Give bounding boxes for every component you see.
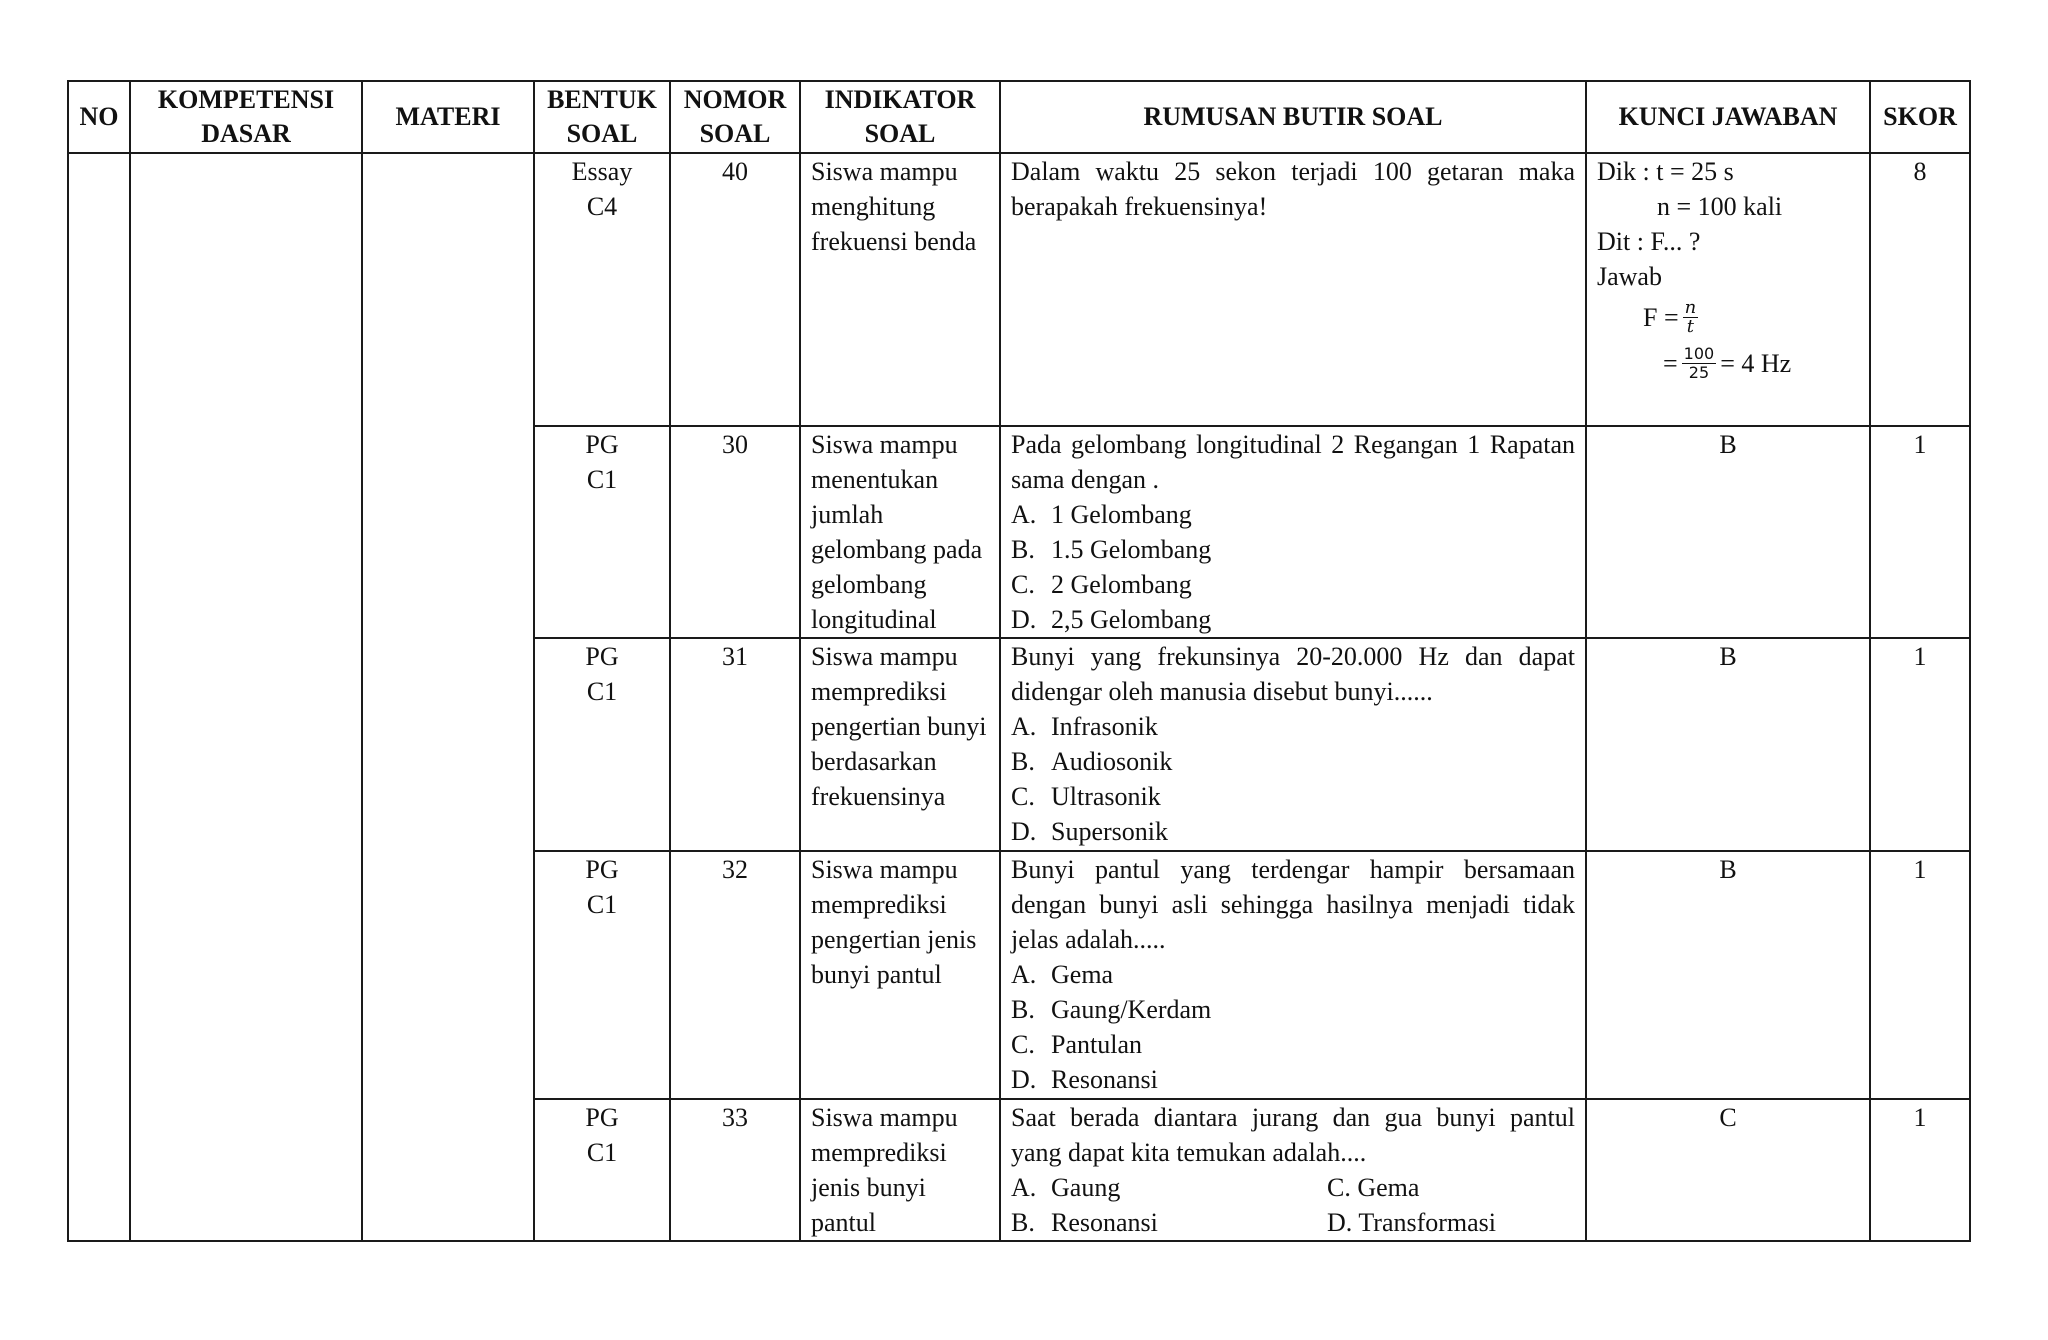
indikator-cell: Siswa mampu memprediksi pengertian bunyi berdasarkan frekuensinya (800, 638, 1000, 851)
formula-f-label: F = (1643, 302, 1679, 332)
question-text: Bunyi yang frekunsinya 20-20.000 Hz dan dapat didengar oleh manusia disebut bunyi...... (1011, 642, 1575, 706)
bentuk-soal-cell (534, 153, 670, 426)
option-b (1011, 744, 1575, 779)
option-letter: B. (1011, 535, 1035, 564)
header-materi: MATERI (362, 81, 534, 153)
option-letter: A. (1011, 500, 1037, 529)
bentuk-level: C1 (586, 677, 618, 706)
formula-eq-label: = (1663, 348, 1678, 378)
fraction-numerator: 100 (1683, 343, 1715, 363)
indikator-cell: Siswa mampu memprediksi jenis bunyi pantul (800, 1099, 1000, 1241)
option-a (1011, 709, 1575, 744)
fraction-denominator: 25 (1688, 362, 1710, 382)
skor-cell: 1 (1870, 1099, 1970, 1241)
skor-cell: 1 (1870, 426, 1970, 638)
options-row-2 (1011, 1205, 1575, 1240)
nomor-soal-cell: 31 (670, 638, 800, 851)
formula-result: = 4 Hz (1720, 348, 1792, 378)
option-text: Gaung/Kerdam (1051, 995, 1212, 1024)
indikator-cell: Siswa mampu memprediksi pengertian jenis bunyi pantul (800, 851, 1000, 1099)
fraction-numerator: n (1684, 296, 1697, 318)
option-text: Transformasi (1358, 1208, 1497, 1237)
option-text: 2 Gelombang (1051, 570, 1192, 599)
header-no: NO (68, 81, 130, 153)
answer-key-cell: B (1586, 851, 1870, 1099)
option-letter: B. (1011, 995, 1035, 1024)
option-c (1011, 567, 1575, 602)
bentuk-type: PG (585, 1103, 619, 1132)
option-d (1011, 814, 1575, 849)
key-asked: Dit : F... ? (1597, 227, 1701, 256)
formula-line-2 (1597, 340, 1859, 386)
option-b (1011, 992, 1575, 1027)
answer-key-cell (1586, 153, 1870, 426)
option-letter: D. (1327, 1208, 1353, 1237)
nomor-soal-cell: 30 (670, 426, 800, 638)
question-cell (1000, 1099, 1586, 1241)
question-text: Dalam waktu 25 sekon terjadi 100 getaran maka berapakah frekuensinya! (1011, 157, 1575, 221)
bentuk-type: PG (585, 642, 619, 671)
bentuk-level: C1 (586, 890, 618, 919)
question-cell (1000, 638, 1586, 851)
question-grid-table (67, 80, 1971, 1242)
nomor-soal-cell: 33 (670, 1099, 800, 1241)
option-letter: D. (1011, 817, 1037, 846)
bentuk-type: PG (585, 430, 619, 459)
formula-fraction-100-over-25 (1682, 345, 1717, 382)
option-b (1011, 532, 1575, 567)
option-text: 2,5 Gelombang (1051, 605, 1212, 634)
option-letter: B. (1011, 747, 1035, 776)
option-letter: C. (1011, 782, 1035, 811)
option-text: Gaung (1051, 1173, 1121, 1202)
option-text: Pantulan (1051, 1030, 1142, 1059)
indikator-cell: Siswa mampu menentukan jumlah gelombang pada gelombang longitudinal (800, 426, 1000, 638)
key-answer-label: Jawab (1597, 262, 1662, 291)
question-text: Pada gelombang longitudinal 2 Regangan 1 Rapatan sama dengan . (1011, 430, 1575, 494)
fraction-denominator: t (1686, 315, 1695, 337)
question-text: Bunyi pantul yang terdengar hampir bersamaan dengan bunyi asli sehingga hasilnya menjadi tidak jelas adalah..... (1011, 855, 1575, 954)
bentuk-level: C1 (586, 1138, 618, 1167)
bentuk-level: C1 (586, 465, 618, 494)
header-bentuk-soal: BENTUK SOAL (534, 81, 670, 153)
bentuk-type: PG (585, 855, 619, 884)
option-text: Gema (1051, 960, 1114, 989)
skor-cell: 1 (1870, 851, 1970, 1099)
option-c (1011, 779, 1575, 814)
nomor-soal-cell: 32 (670, 851, 800, 1099)
option-a (1011, 497, 1575, 532)
option-text: Audiosonik (1051, 747, 1173, 776)
option-d (1327, 1205, 1496, 1240)
formula-fraction-n-over-t (1683, 296, 1699, 337)
skor-cell: 8 (1870, 153, 1970, 426)
option-a (1011, 957, 1575, 992)
option-b (1011, 1205, 1327, 1240)
option-c (1011, 1027, 1575, 1062)
option-text: 1.5 Gelombang (1051, 535, 1212, 564)
option-text: Ultrasonik (1051, 782, 1161, 811)
option-text: 1 Gelombang (1051, 500, 1192, 529)
bentuk-soal-cell (534, 426, 670, 638)
header-nomor-soal: NOMOR SOAL (670, 81, 800, 153)
header-kunci-jawaban: KUNCI JAWABAN (1586, 81, 1870, 153)
option-letter: C. (1011, 570, 1035, 599)
option-text: Gema (1357, 1173, 1420, 1202)
bentuk-soal-cell (534, 638, 670, 851)
bentuk-soal-cell (534, 1099, 670, 1241)
answer-key-cell: C (1586, 1099, 1870, 1241)
header-skor: SKOR (1870, 81, 1970, 153)
bentuk-level: C4 (586, 192, 618, 221)
formula-line-1 (1597, 294, 1859, 340)
header-kompetensi-dasar: KOMPETENSI DASAR (130, 81, 362, 153)
question-text: Saat berada diantara jurang dan gua bunyi pantul yang dapat kita temukan adalah.... (1011, 1103, 1575, 1167)
indikator-cell: Siswa mampu menghitung frekuensi benda (800, 153, 1000, 426)
option-letter: C. (1327, 1173, 1351, 1202)
option-text: Infrasonik (1051, 712, 1158, 741)
key-given-t: Dik : t = 25 s (1597, 157, 1734, 186)
option-letter: C. (1011, 1030, 1035, 1059)
option-text: Resonansi (1051, 1065, 1158, 1094)
answer-key-cell: B (1586, 426, 1870, 638)
question-cell (1000, 851, 1586, 1099)
option-text: Supersonik (1051, 817, 1168, 846)
option-letter: A. (1011, 1173, 1037, 1202)
key-given-n: n = 100 kali (1657, 192, 1783, 221)
table-row (68, 153, 1970, 426)
table-header (68, 81, 1970, 153)
option-letter: A. (1011, 712, 1037, 741)
option-d (1011, 1062, 1575, 1097)
no-cell (68, 153, 130, 1241)
bentuk-soal-cell (534, 851, 670, 1099)
question-cell (1000, 426, 1586, 638)
option-d (1011, 602, 1575, 637)
header-indikator-soal: INDIKATOR SOAL (800, 81, 1000, 153)
option-letter: B. (1011, 1208, 1035, 1237)
materi-cell (362, 153, 534, 1241)
option-letter: D. (1011, 1065, 1037, 1094)
nomor-soal-cell: 40 (670, 153, 800, 426)
options-row-1 (1011, 1170, 1575, 1205)
answer-key-cell: B (1586, 638, 1870, 851)
bentuk-type: Essay (571, 157, 633, 186)
option-c (1327, 1170, 1419, 1205)
skor-cell: 1 (1870, 638, 1970, 851)
question-cell (1000, 153, 1586, 426)
option-text: Resonansi (1051, 1208, 1158, 1237)
option-a (1011, 1170, 1327, 1205)
option-letter: A. (1011, 960, 1037, 989)
kompetensi-dasar-cell (130, 153, 362, 1241)
option-letter: D. (1011, 605, 1037, 634)
header-rumusan-butir-soal: RUMUSAN BUTIR SOAL (1000, 81, 1586, 153)
